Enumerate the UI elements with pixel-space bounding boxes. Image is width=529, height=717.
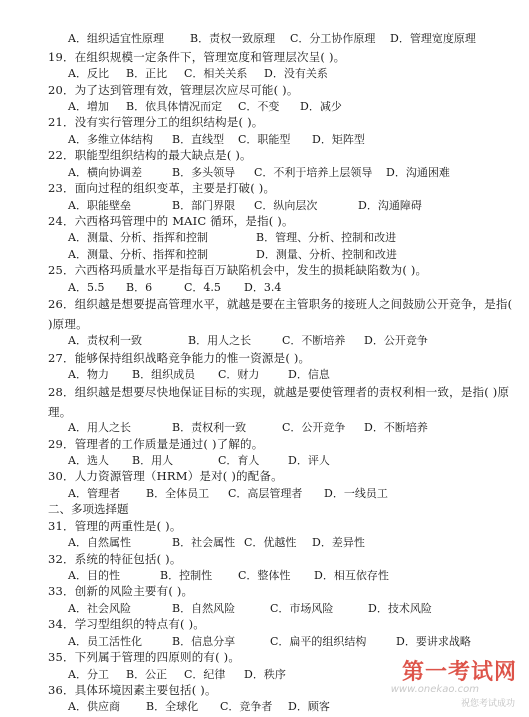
option-c: C．不变 bbox=[238, 99, 280, 113]
option-d: D．公开竞争 bbox=[364, 333, 428, 347]
option-d: D．评人 bbox=[288, 454, 330, 468]
option-d: D．减少 bbox=[300, 99, 342, 113]
option-a: A．增加 bbox=[68, 99, 109, 113]
question-29: 29．管理者的工作质量是通过( )了解的。 bbox=[48, 436, 264, 451]
option-a: A．责权利一致 bbox=[68, 333, 142, 347]
question-27: 27．能够保持组织战略竞争能力的惟一资源是( )。 bbox=[48, 350, 311, 365]
option-d: D．没有关系 bbox=[264, 67, 328, 81]
options-row-36 bbox=[68, 697, 523, 716]
option-a: A．供应商 bbox=[68, 700, 120, 714]
option-a: A．多维立体结构 bbox=[68, 132, 153, 146]
option-b: B．责权利一致 bbox=[172, 421, 247, 435]
option-c: C．纪律 bbox=[184, 667, 226, 681]
option-a: A．测量、分析、指挥和控制 bbox=[68, 231, 208, 245]
option-d: D．相互依存性 bbox=[314, 569, 389, 582]
option-b: B．全球化 bbox=[146, 700, 199, 714]
option-b: B．信息分享 bbox=[172, 634, 236, 648]
option-a: A．横向协调差 bbox=[68, 165, 142, 179]
option-d: D．要讲求战略 bbox=[396, 634, 471, 648]
option-b: B．自然风险 bbox=[172, 601, 236, 615]
option-c: C．竞争者 bbox=[220, 700, 273, 714]
question-21: 21．没有实行管理分工的组织结构是( )。 bbox=[48, 115, 264, 130]
option-a: A．管理者 bbox=[68, 486, 120, 500]
question-31: 31．管理的两重性是( )。 bbox=[48, 518, 182, 533]
option-b: B．用人之长 bbox=[188, 333, 252, 347]
question-34: 34．学习型组织的特点有( )。 bbox=[48, 617, 205, 632]
option-a: A．员工活性化 bbox=[68, 634, 142, 648]
question-22: 22．职能型组织结构的最大缺点是( )。 bbox=[48, 148, 252, 163]
option-c: C．分工协作原理 bbox=[290, 32, 376, 46]
option-c: C．扁平的组织结构 bbox=[270, 634, 367, 648]
option-d: D．信息 bbox=[288, 368, 330, 382]
question-25: 25．六西格玛质量水平是指每百万缺陷机会中，发生的损耗缺陷数为( )。 bbox=[48, 263, 428, 278]
option-a: A．职能壁垒 bbox=[68, 198, 131, 212]
question-26: 26．组织越是想要提高管理水平，就越是要在主管职务的接班人之间鼓励公开竞争，是指( )原理。 bbox=[48, 297, 513, 332]
option-b: B．部门界限 bbox=[172, 198, 236, 212]
option-d: D．矩阵型 bbox=[312, 132, 365, 146]
watermark-slogan: 祝您考试成功 bbox=[460, 699, 515, 709]
option-c: A．测量、分析、指挥和控制 bbox=[68, 247, 208, 261]
option-b: B．责权一致原理 bbox=[190, 32, 276, 46]
option-a: A．组织适宜性原理 bbox=[68, 32, 164, 46]
option-d: D．沟通障碍 bbox=[358, 198, 422, 212]
option-b: B．全体员工 bbox=[146, 486, 210, 500]
question-24: 24．六西格玛管理中的 MAIC 循环，是指( )。 bbox=[48, 213, 294, 228]
question-30: 30．人力资源管理（HRM）是对( )的配备。 bbox=[48, 469, 283, 484]
option-a: A．反比 bbox=[68, 67, 109, 81]
option-c: C．育人 bbox=[218, 454, 260, 468]
option-d: D．技术风险 bbox=[368, 601, 432, 615]
option-d: D．管理宽度原理 bbox=[390, 32, 476, 46]
option-d: D．不断培养 bbox=[364, 421, 428, 435]
options-row-18 bbox=[68, 29, 523, 48]
option-a: A．社会风险 bbox=[68, 601, 131, 615]
option-c: C．职能型 bbox=[238, 132, 291, 146]
option-b: B．控制性 bbox=[160, 569, 213, 582]
option-b: B．公正 bbox=[126, 667, 168, 681]
option-c: C．纵向层次 bbox=[254, 198, 318, 212]
options-row-26 bbox=[68, 331, 523, 350]
option-c: C．4.5 bbox=[184, 280, 221, 294]
question-19: 19．在组织规模一定条件下，管理宽度和管理层次呈( )。 bbox=[48, 49, 346, 64]
question-32: 32．系统的特征包括( )。 bbox=[48, 551, 182, 566]
option-a: A．选人 bbox=[68, 454, 109, 468]
option-d: D．一线员工 bbox=[324, 486, 388, 500]
option-b: B．依具体情况而定 bbox=[126, 99, 223, 113]
option-b: B．管理、分析、控制和改进 bbox=[256, 231, 397, 245]
option-c: C．相关关系 bbox=[184, 67, 248, 81]
option-d: D．沟通困难 bbox=[386, 165, 450, 179]
option-b: B．正比 bbox=[126, 67, 168, 81]
option-b: B．直线型 bbox=[172, 132, 225, 146]
option-c: C．市场风险 bbox=[270, 601, 334, 615]
question-28: 28．组织越是想要尽快地保证目标的实现，就越是要使管理者的责权利相一致，是指( )原理。 bbox=[48, 384, 510, 419]
option-a: A．物力 bbox=[68, 368, 109, 382]
question-23: 23．面向过程的组织变革，主要是打破( )。 bbox=[48, 181, 276, 196]
option-b: B．6 bbox=[126, 280, 153, 294]
option-b: B．社会属性 bbox=[172, 536, 236, 550]
option-b: B．多头领导 bbox=[172, 165, 236, 179]
option-c: C．不断培养 bbox=[282, 333, 346, 347]
option-d: D．测量、分析、控制和改进 bbox=[256, 247, 397, 261]
option-c: C．不利于培养上层领导 bbox=[254, 165, 373, 179]
option-a: A．分工 bbox=[68, 667, 109, 681]
question-35: 35．下列属于管理的四原则的有( )。 bbox=[48, 650, 241, 665]
section-heading: 二、多项选择题 bbox=[48, 502, 129, 517]
option-c: C．整体性 bbox=[238, 569, 291, 582]
option-d: D．顾客 bbox=[288, 700, 330, 714]
option-a: A．自然属性 bbox=[68, 536, 131, 550]
question-20: 20．为了达到管理有效，管理层次应尽可能( )。 bbox=[48, 82, 299, 97]
option-a: A．用人之长 bbox=[68, 421, 131, 435]
option-c: C．优越性 bbox=[244, 536, 297, 550]
option-c: C．高层管理者 bbox=[228, 486, 303, 500]
option-b: B．组织成员 bbox=[132, 368, 196, 382]
option-a: A．5.5 bbox=[68, 280, 105, 294]
watermark-title: 第一考试网 bbox=[401, 660, 517, 685]
option-c: C．财力 bbox=[218, 368, 260, 382]
question-33: 33．创新的风险主要有( )。 bbox=[48, 584, 194, 599]
option-d: D．差异性 bbox=[312, 536, 365, 550]
question-36: 36．具体环境因素主要包括( )。 bbox=[48, 682, 217, 697]
option-a: A．目的性 bbox=[68, 569, 120, 582]
option-d: D．3.4 bbox=[244, 280, 282, 294]
option-b: B．用人 bbox=[132, 454, 174, 468]
watermark-url: www.onekao.com bbox=[390, 684, 479, 695]
option-d: D．秩序 bbox=[244, 667, 286, 681]
option-c: C．公开竞争 bbox=[282, 421, 346, 435]
